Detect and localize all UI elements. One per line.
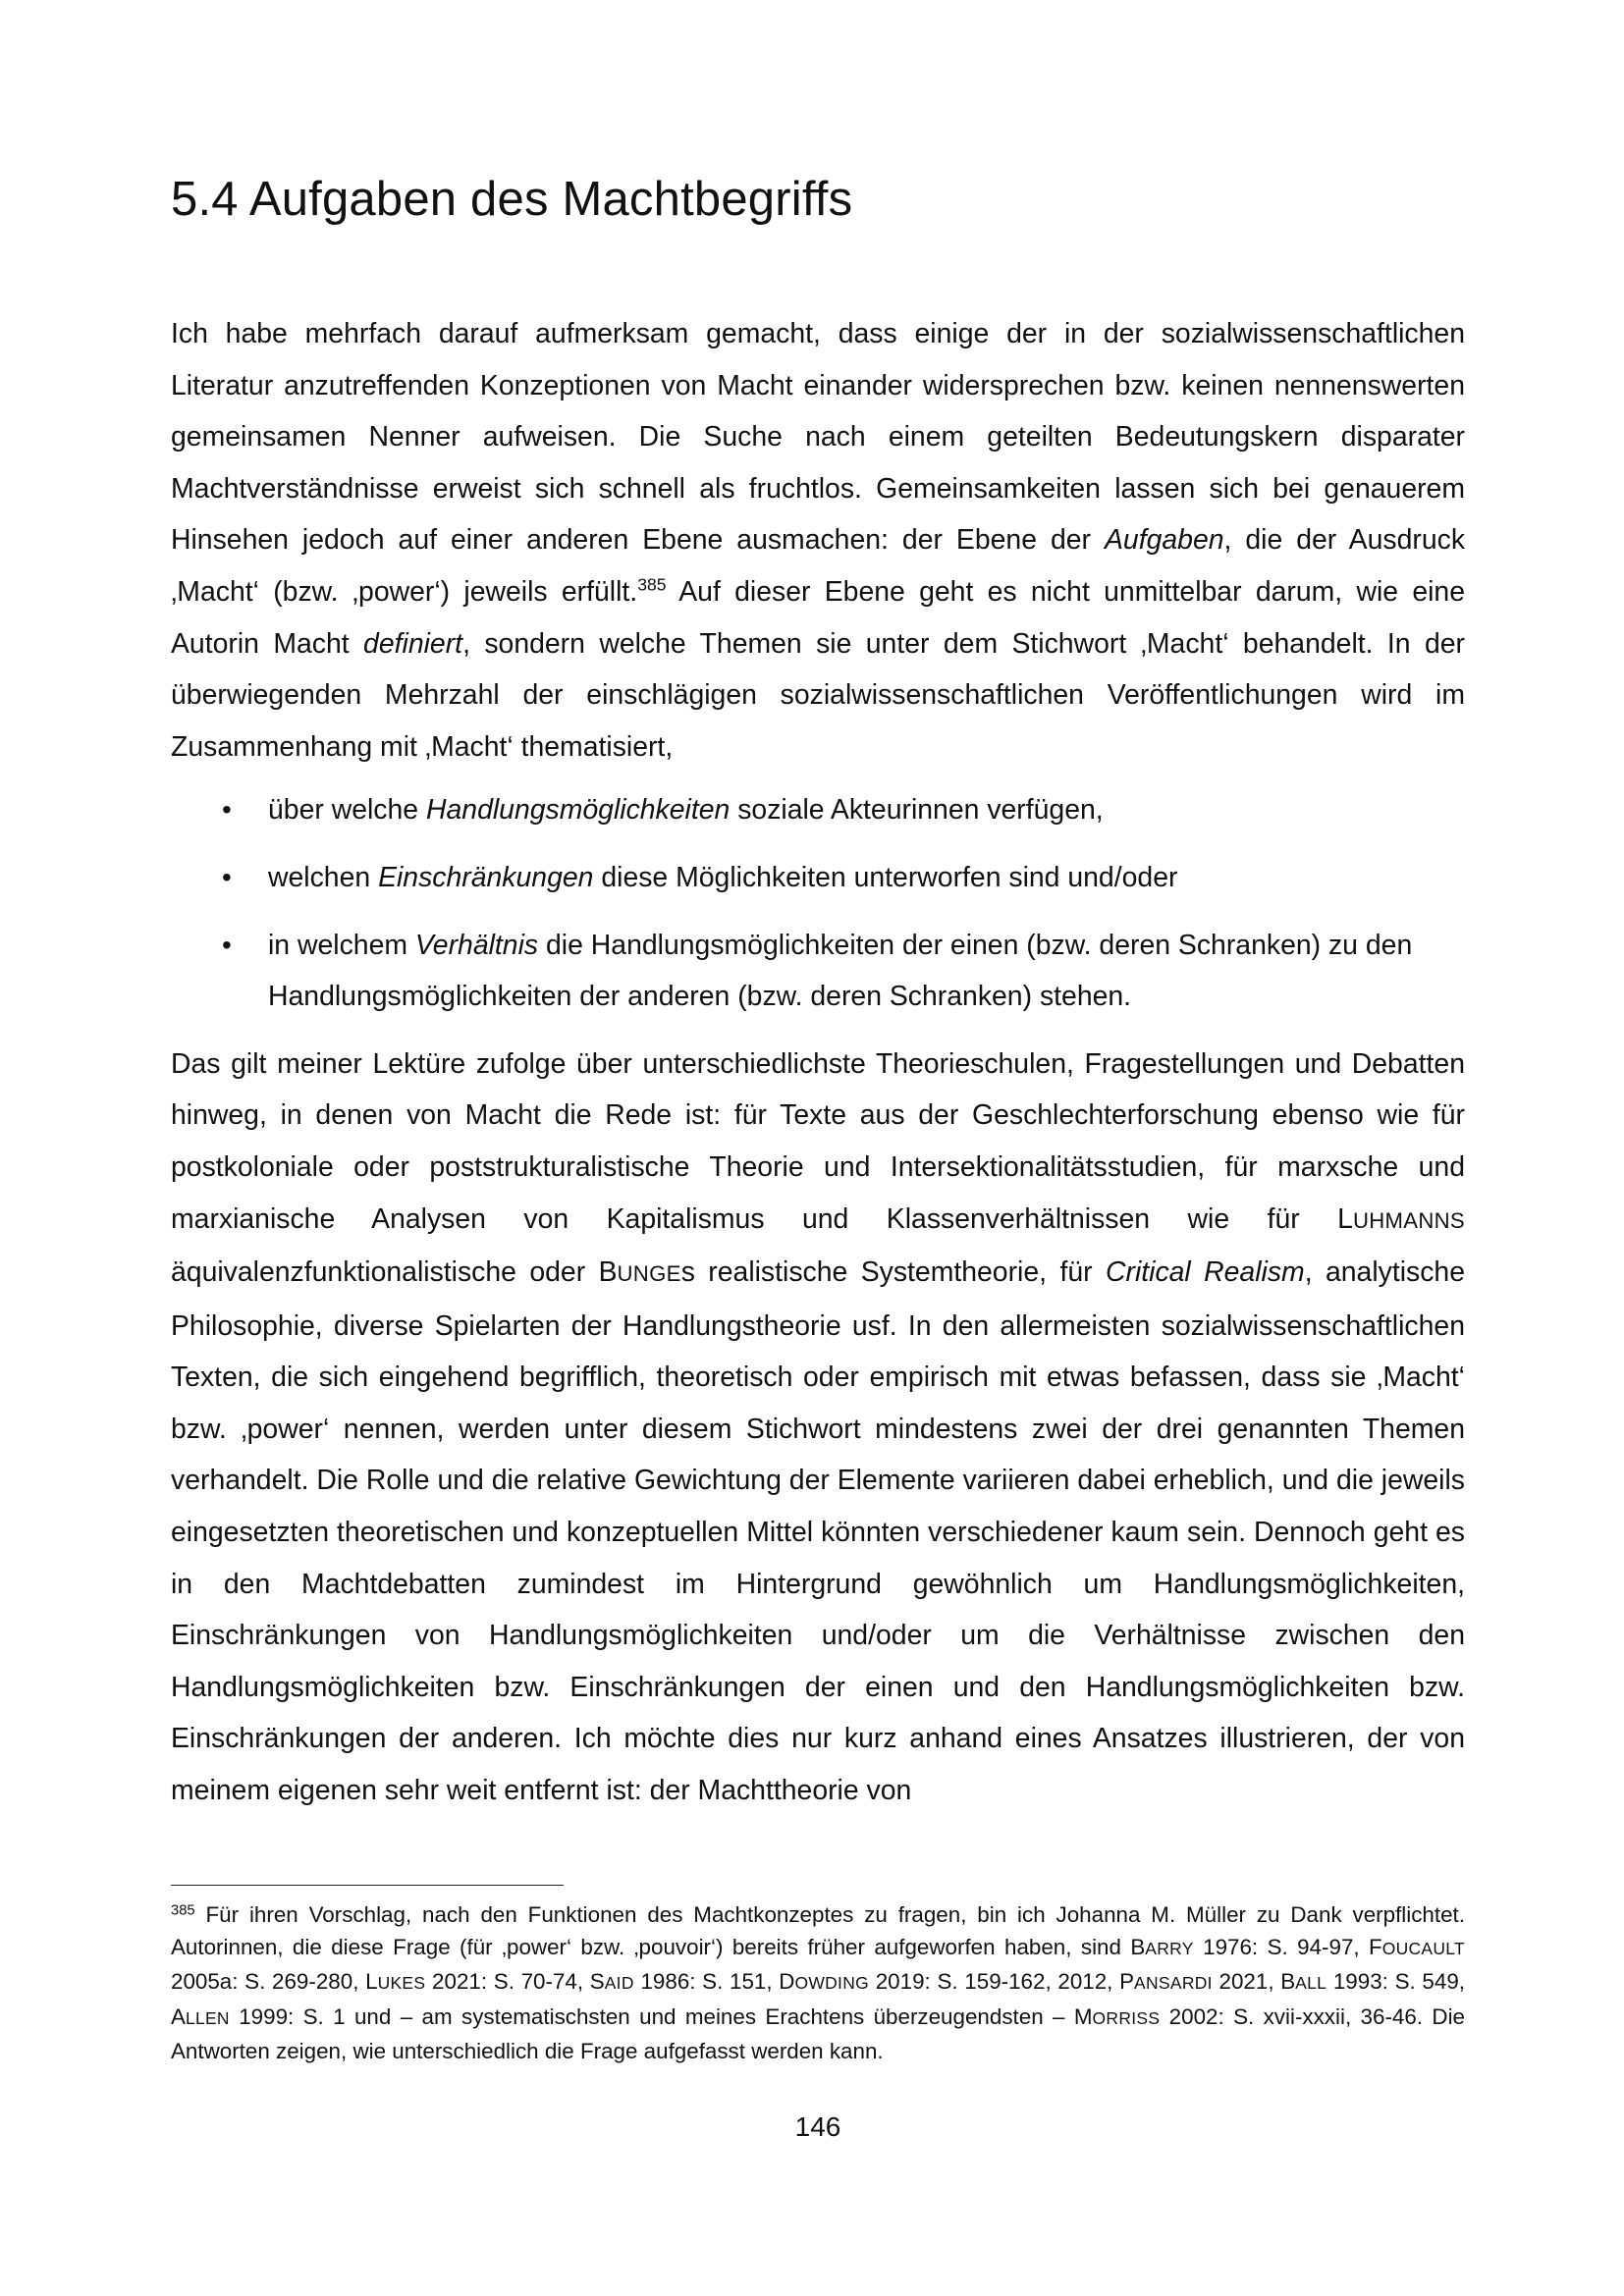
footnote-reference[interactable]: 385 bbox=[637, 574, 667, 595]
smallcaps-rest: ALL bbox=[1295, 1973, 1327, 1994]
text-run: in welchem bbox=[268, 929, 415, 961]
footnote-number: 385 bbox=[171, 1902, 195, 1919]
text-run: über welche bbox=[268, 794, 426, 827]
smallcaps-rest: UNGE bbox=[617, 1261, 681, 1287]
text-run: Ich habe mehrfach darauf aufmerksam gemacht, dass einige der in der sozialwissenschaftlichen Literatur anzutreffenden Konzeptionen von Macht einander widersprechen bzw. keinen nennenswerten gemeinsamen Nenner aufweisen. Die Suche nach einem geteilten Bedeutungskern disparater Machtverständnisse erweist sich schnell als fruchtlos. Gemeinsamkeiten lassen sich bei genauerem Hinsehen jedoch auf einer anderen Ebene ausmachen: der Ebene der bbox=[171, 318, 1465, 557]
second-paragraph bbox=[171, 1039, 1465, 1817]
page bbox=[171, 0, 1465, 2296]
list-item bbox=[171, 920, 1465, 1023]
smallcaps-rest: ANSARDI bbox=[1134, 1973, 1213, 1994]
text-run: 2021: S. 70-74, bbox=[425, 1969, 590, 1995]
emphasis: Critical Realism bbox=[1105, 1256, 1305, 1289]
intro-paragraph bbox=[171, 308, 1465, 773]
bullet-icon: • bbox=[222, 794, 232, 826]
smallcaps-rest: ARRY bbox=[1145, 1939, 1194, 1959]
smallcaps-rest: OUCAULT bbox=[1381, 1939, 1465, 1959]
text-run: soziale Akteurinnen verfügen, bbox=[730, 794, 1104, 827]
smallcaps-initial: L bbox=[365, 1969, 378, 1995]
smallcaps-initial: S bbox=[589, 1969, 605, 1995]
section-heading: 5.4 Aufgaben des Machtbegriffs bbox=[171, 173, 853, 226]
smallcaps-initial: F bbox=[1369, 1935, 1382, 1960]
body-text bbox=[171, 308, 1465, 1817]
text-run: Für ihren Vorschlag, nach den Funktionen des Machtkonzeptes zu fragen, bin ich Johanna M. Müller zu Dank verpflichtet. Autorinnen, die diese Frage (für ‚power‘ bzw. ‚pouvoir‘) bereits früher aufgeworfen haben, sind bbox=[171, 1902, 1465, 1960]
smallcaps-initial: B bbox=[598, 1256, 618, 1289]
text-run: , sondern welche Themen sie unter dem Stichwort ‚Macht‘ behandelt. In der überwiegenden Mehrzahl der einschlägigen sozialwissenschaftlichen Veröffentlichungen wird im Zusammenhang mit ‚Macht‘ thematisiert, bbox=[171, 627, 1466, 763]
emphasis: definiert bbox=[363, 627, 463, 660]
author-name bbox=[599, 1256, 681, 1288]
text-run: 2005a: S. 269-280, bbox=[171, 1969, 366, 1995]
footnote-385 bbox=[171, 1898, 1465, 2067]
smallcaps-rest: OWDING bbox=[794, 1973, 870, 1994]
smallcaps-initial: B bbox=[1130, 1935, 1146, 1960]
text-run: s realistische Systemtheorie, für bbox=[680, 1256, 1106, 1289]
page-number: 146 bbox=[794, 2111, 841, 2142]
bullet-icon: • bbox=[222, 929, 232, 960]
text-run: die Handlungsmöglichkeiten der einen (bzw. deren Schranken) zu den Handlungsmöglichkeiten der anderen (bzw. deren Schranken) stehen. bbox=[268, 929, 1413, 1013]
smallcaps-initial: B bbox=[1280, 1969, 1296, 1995]
text-run: äquivalenzfunktionalistische oder bbox=[171, 1256, 599, 1289]
text-run: 1986: S. 151, bbox=[633, 1969, 780, 1995]
smallcaps-initial: A bbox=[171, 2003, 186, 2029]
bullet-icon: • bbox=[222, 861, 232, 892]
smallcaps-rest: AID bbox=[604, 1973, 634, 1994]
smallcaps-rest: UKES bbox=[377, 1973, 426, 1994]
text-run: 1993: S. 549, bbox=[1326, 1969, 1465, 1995]
text-run: 2021, bbox=[1212, 1969, 1281, 1995]
text-run: diese Möglichkeiten unterworfen sind und/oder bbox=[593, 861, 1178, 893]
text-run: Das gilt meiner Lektüre zufolge über unterschiedlichste Theorieschulen, Fragestellungen und Debatten hinweg, in denen von Macht die Rede ist: für Texte aus der Geschlechterforschung ebenso wie für postkoloniale oder poststrukturalistische Theorie und Intersektionalitätsstudien, für marxsche und marxianische Analysen von Kapitalismus und Klassenverhältnissen wie für bbox=[171, 1047, 1465, 1235]
smallcaps-rest: UHMANNS bbox=[1352, 1207, 1465, 1233]
text-run: 2002: S. xvii-xxxii, 36-46. Die Antworten zeigen, wie unterschiedlich die Frage aufgefasst werden kann. bbox=[171, 2003, 1465, 2063]
text-run: welchen bbox=[268, 861, 379, 893]
smallcaps-rest: LLEN bbox=[185, 2007, 230, 2028]
text-run: 1976: S. 94-97, bbox=[1193, 1935, 1370, 1960]
smallcaps-initial: M bbox=[1073, 2003, 1093, 2029]
list-item bbox=[171, 784, 1465, 836]
smallcaps-initial: D bbox=[779, 1969, 795, 1995]
text-run: 2019: S. 159-162, 2012, bbox=[869, 1969, 1120, 1995]
emphasis: Aufgaben bbox=[1104, 524, 1224, 557]
text-run: , die der Ausdruck ‚Macht‘ (bzw. ‚power‘) jeweils erfüllt. bbox=[171, 524, 1466, 608]
emphasis: Einschränkungen bbox=[378, 861, 594, 893]
emphasis: Handlungsmöglichkeiten bbox=[425, 794, 731, 827]
text-run: , analytische Philosophie, diverse Spielarten der Handlungstheorie usf. In den allermeisten sozialwissenschaftlichen Texten, die sich eingehend begrifflich, theoretisch oder empirisch mit etwas befassen, dass sie ‚Macht‘ bzw. ‚power‘ nennen, werden unter diesem Stichwort mindestens zwei der drei genannten Themen verhandelt. Die Rolle und die relative Gewichtung der Elemente variieren dabei erheblich, und die jeweils eingesetzten theoretischen und konzeptuellen Mittel könnten verschiedener kaum sein. Dennoch geht es in den Machtdebatten zumindest im Hintergrund gewöhnlich um Handlungsmöglichkeiten, Einschränkungen von Handlungsmöglichkeiten und/oder um die Verhältnisse zwischen den Handlungsmöglichkeiten bzw. Einschränkungen der einen und den Handlungsmöglichkeiten bzw. Einschränkungen der anderen. Ich möchte dies nur kurz anhand eines Ansatzes illustrieren, der von meinem eigenen sehr weit entfernt ist: der Machttheorie von bbox=[171, 1256, 1466, 1807]
author-name bbox=[1337, 1203, 1465, 1235]
smallcaps-initial: P bbox=[1119, 1969, 1135, 1995]
footnote-separator bbox=[171, 1885, 564, 1886]
list-item bbox=[171, 852, 1465, 904]
text-run: 1999: S. 1 und – am systematischsten und meines Erachtens überzeugendsten – bbox=[229, 2003, 1074, 2029]
text-run: Auf dieser Ebene geht es nicht unmittelbar darum, wie eine Autorin Macht bbox=[171, 575, 1465, 660]
emphasis: Verhältnis bbox=[414, 929, 539, 961]
topic-list bbox=[171, 784, 1465, 1022]
smallcaps-rest: ORRISS bbox=[1092, 2007, 1161, 2028]
smallcaps-initial: L bbox=[1337, 1202, 1353, 1235]
